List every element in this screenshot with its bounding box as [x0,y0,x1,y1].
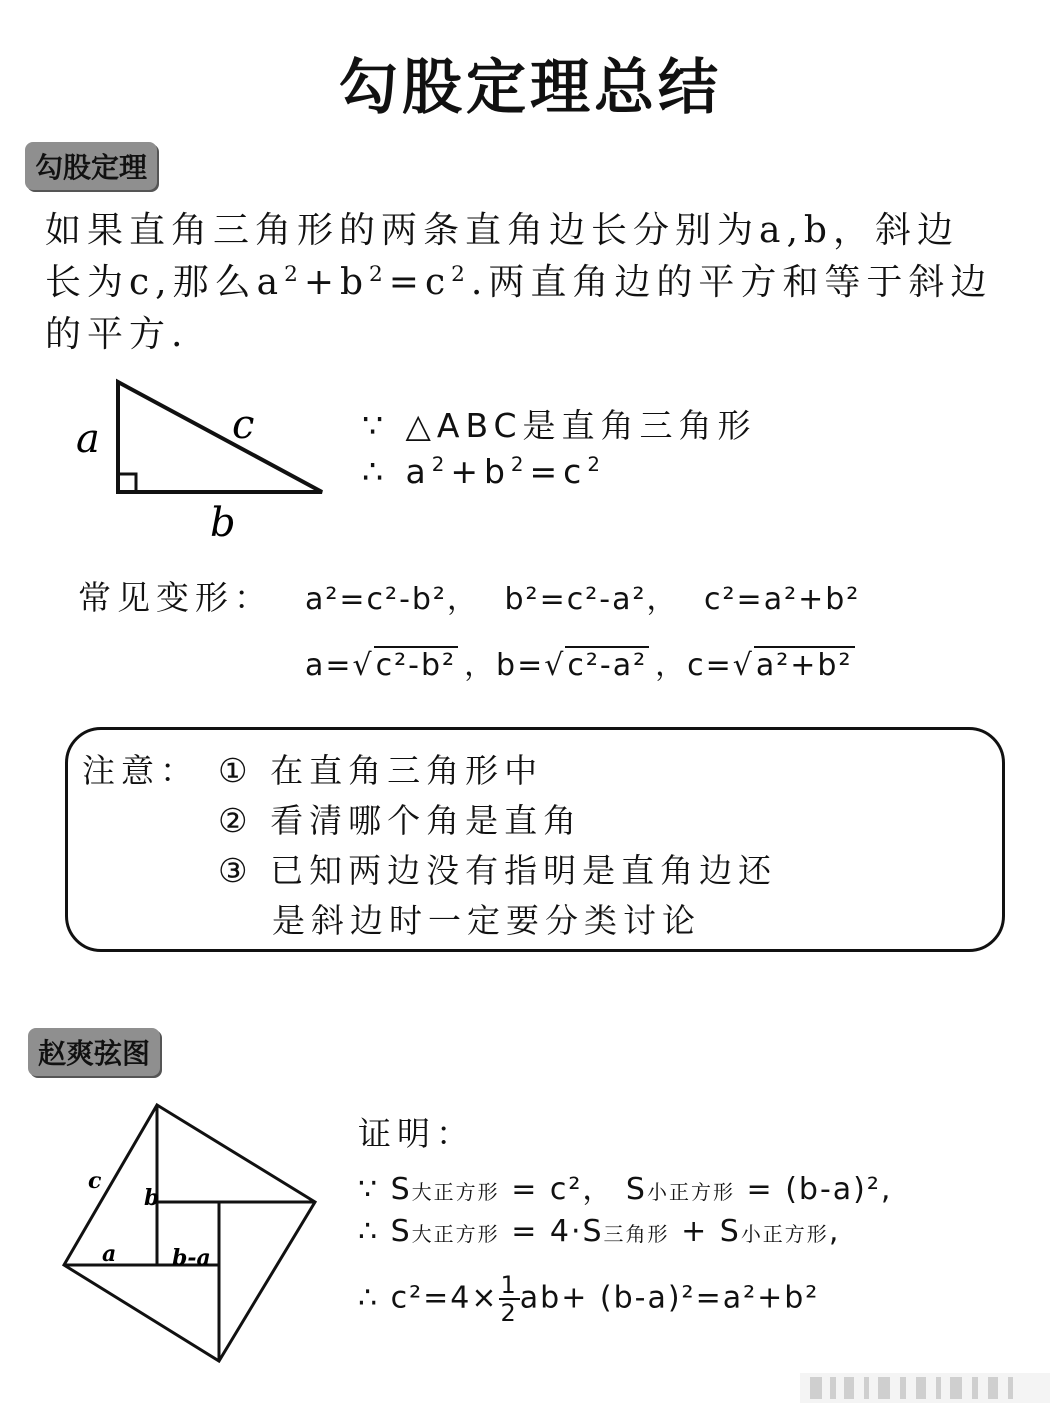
note-item-3: ③ 已知两边没有指明是直角边还 [218,851,778,890]
because-line: ∵ △ABC是直角三角形 [362,406,757,445]
zhaoshuang-diagram [50,1095,330,1375]
therefore-line: ∴ $a^2+b^2=c^2$ [362,452,606,491]
diagram-label-b: b [144,1185,160,1211]
triangle-shape [118,382,322,492]
statement-line-3: 的平方. [45,314,189,355]
label-c: c [232,402,255,448]
statement-line-1: 如果直角三角形的两条直角边长分别为a,b，斜边 [45,210,959,251]
variant-c: c²=a²+b² [704,582,861,617]
diagram-label-b-minus-a: b-a [172,1245,211,1271]
right-angle-mark [118,474,136,492]
label-a: a [76,416,100,462]
variants-row-1 [305,574,860,618]
proof-line-3: ∴ c²=4× $\frac{1}{2}$ ab+ (b-a)²=a²+b² [358,1271,820,1327]
variants-label: 常见变形： [78,578,273,617]
statement-line-2: 长为c,那么$a^2+b^2=c^2$.两直角边的平方和等于斜边 [45,262,993,303]
variant-a: a²=c²-b²， [305,582,479,617]
proof-line-2: ∴ S大正方形 = 4·S三角形 + S小正方形, [358,1214,841,1249]
bottom-decor-bars [800,1365,1050,1405]
fraction-one-half: $\frac{1}{2}$ [500,1271,518,1327]
variant-b: b²=c²-a²， [504,582,679,617]
diagram-label-c: c [88,1168,102,1194]
root-c: a²+b² [755,648,853,683]
variants-row-2: a=√c²-b² ，b=√c²-a² ，c=√a²+b² [305,648,853,683]
outer-square [64,1105,315,1361]
proof-label: 证明： [358,1114,475,1153]
note-item-1: ① 在直角三角形中 [218,751,544,790]
page-title: 勾股定理总结 [338,53,722,123]
note-item-3-continued: 是斜边时一定要分类讨论 [272,901,701,940]
note-item-2: ② 看清哪个角是直角 [218,801,583,840]
diagram-label-a: a [102,1241,117,1267]
notes-label: 注意： [82,751,199,790]
label-b: b [210,500,236,546]
right-triangle-figure [60,370,350,550]
root-b: c²-a² [567,648,648,683]
theorem-statement [45,205,1035,361]
section-tag-pythagorean: 勾股定理 [25,142,157,190]
section-tag-zhaoshuang: 赵爽弦图 [28,1028,160,1076]
root-a: c²-b² [375,648,457,683]
proof-line-1: ∵ S大正方形 = c²， S小正方形 = (b-a)², [358,1172,893,1207]
